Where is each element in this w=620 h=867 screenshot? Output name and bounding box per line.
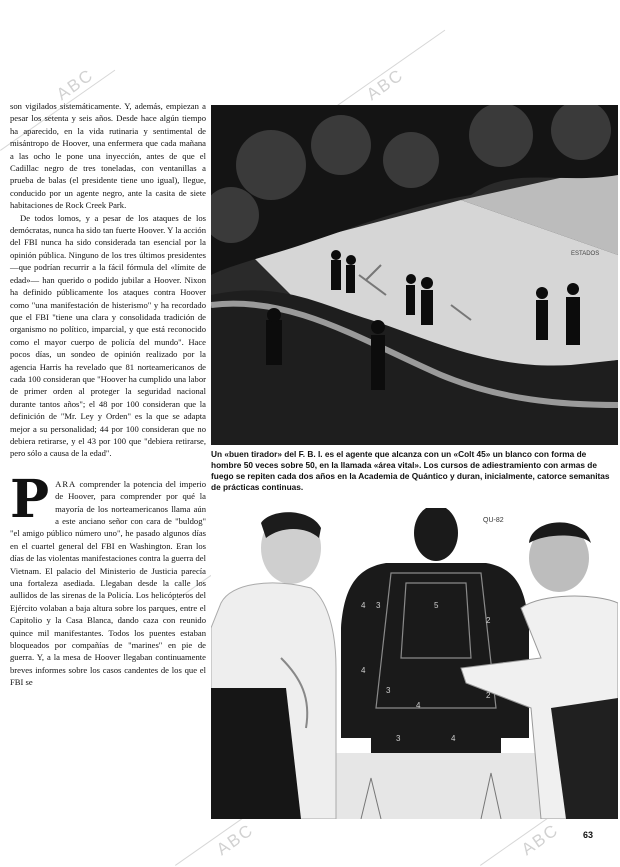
section-with-dropcap: [10, 468, 206, 689]
range-sign-text: ESTADOS: [571, 251, 600, 257]
zone-number: 3: [386, 686, 391, 695]
photo-caption: Un «buen tirador» del F. B. I. es el agente que alcanza con un «Colt 45» un blanco con forma de hombre 50 veces sobre 50, en la llamada «área vital». Los cursos de adiestramiento con armas de fuego se repiten cada dos años en la Academia de Quántico y duran, inicialmente, catorce semanitas de prácticas continuas.: [211, 449, 610, 492]
article-paragraph: De todos lomos, y a pesar de los ataques de los demócratas, nunca ha sido tan fuerte Hoover. Y la acción del FBI nunca ha sido considerada tan esencial por la opinión pública. Ninguno de los tres últimos presidentes —que podrían recurrir a la fácil fórmula del «límite de edad»— han querido o podido jubilar a Hoover. Nixon ha definido públicamente los ataques contra Hoover como "una manifestación de histerismo" y ha recordado que el FBI "tiene una clara y consolidada tradición de organismo no político, imparcial, y que está reconocido como el mayor cuerpo de policía del mundo". Hace pocos días, un sondeo de opinión realizado por la agencia Harris ha revelado que 81 norteamericanos de cada 100 consideran que "Hoover ha cumplido una labor de primer orden al proteger la seguridad nacional durante tantos años"; el 48 por 100 consideran que la definición de "Mr. Ley y Orden" es la que se adapta mejor a su personalidad; 44 por 100 consideran que no debiera retirarse, y el 43 por 100 que "debiera retirarse, pero sólo a causa de la edad".: [10, 212, 206, 459]
lead-in-smallcaps: ARA: [55, 478, 77, 489]
zone-number: 4: [451, 734, 456, 743]
article-paragraph: comprender la potencia del imperio de Hoover, para comprender por qué la mayoría de los norteamericanos llama aún a este anciano señor con cara de "buldog" "el amigo público número uno", he pasado algunos días en el cuartel general del FBI en Washington. Eran los días de las violentas manifestaciones contra la guerra del Vietnam. El palacio del Ministerio de Justicia parecía una fortaleza asediada. Llegaban desde la calle los aullidos de las sirenas de la Policía. Los helicópteros del Ejército volaban a baja altura sobre los parques, entre el Capitolio y la Casa Blanca, dando caza con reunido quince mil manifestantes. Todos los puentes estaban bloqueados por compañías de "marines" en pie de guerra. Y, a la mesa de Hoover llegaban continuamente breves informes sobre los casos candentes de los que el FBI se: [10, 478, 206, 688]
article-paragraph: son vigilados sistemáticamente. Y, además, empiezan a pesar los setenta y seis años. Desde hace algún tiempo ha aparecido, en la vida rutinaria y sentimental de misántropo de Hoover, una enfermera que cada mañana a las ocho le pone una inyección, antes de que el Cadillac negro de tres toneladas, con ventanillas a prueba de balas (el presidente tiene uno igual), llegue, conducido por un agente negro, ante la casita de siete habitaciones de Rock Creek Park.: [10, 101, 206, 211]
zone-number: 3: [376, 601, 381, 610]
zone-number: 4: [361, 601, 366, 610]
watermark-abc: ABC: [52, 65, 98, 105]
zone-number: 2: [486, 691, 491, 700]
zone-number: 4: [416, 701, 421, 710]
target-label: QU-82: [483, 517, 504, 524]
article-column: [10, 100, 206, 689]
photo-firing-range: [211, 105, 618, 445]
zone-number: 4: [361, 666, 366, 675]
watermark-abc: ABC: [212, 820, 258, 860]
page-number: 63: [583, 830, 594, 840]
watermark-abc: ABC: [362, 65, 408, 105]
zone-number: 5: [434, 601, 439, 610]
zone-number: 3: [396, 734, 401, 743]
zone-number: 2: [486, 616, 491, 625]
watermark-abc: ABC: [517, 820, 563, 860]
drop-cap: P: [10, 468, 50, 530]
photo-target-inspection: [211, 508, 618, 819]
